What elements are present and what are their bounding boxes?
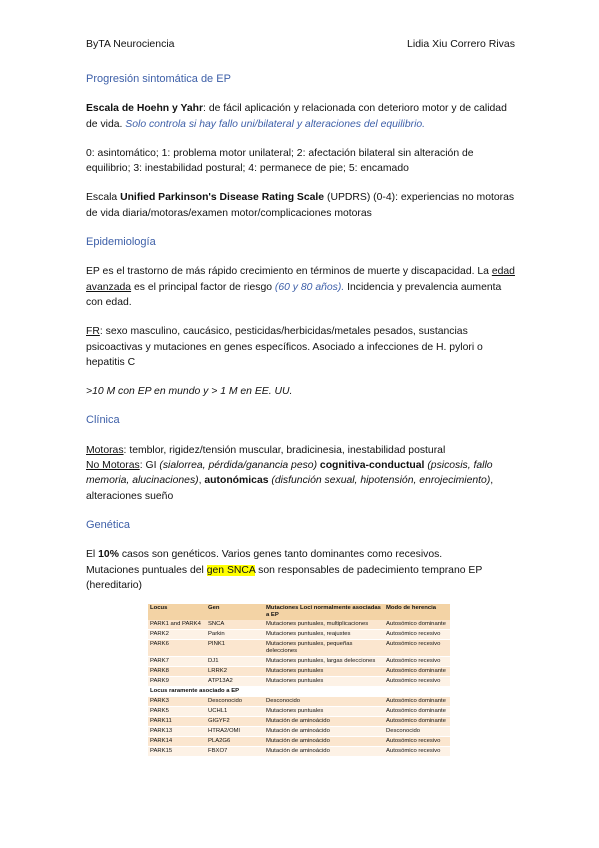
table-cell: PARK7 xyxy=(148,657,206,667)
epi-text-a: EP es el trastorno de más rápido crecimiento en términos de muerte y discapacidad. La xyxy=(86,266,492,278)
hoehn-note: Solo controla si hay fallo uni/bilateral y alteraciones del equilibrio. xyxy=(125,118,426,130)
table-row xyxy=(148,707,450,717)
section-title-genetica: Genética xyxy=(86,518,131,531)
gen-snca-highlight: gen SNCA xyxy=(206,564,256,576)
table-cell: PLA2G6 xyxy=(206,737,264,747)
table-cell: Autosómico dominante xyxy=(384,667,450,677)
table-cell: Desconocido xyxy=(384,727,450,737)
genetics-table xyxy=(148,604,450,757)
table-cell: Mutaciones puntuales xyxy=(264,667,384,677)
gen-percent: 10% xyxy=(98,549,119,561)
table-cell: GIGYF2 xyxy=(206,717,264,727)
table-cell: Autosómico dominante xyxy=(384,620,450,630)
table-cell: Autosómico recesivo xyxy=(384,737,450,747)
table-cell: Autosómico recesivo xyxy=(384,640,450,657)
gen-text-c: Mutaciones puntuales del xyxy=(86,564,207,576)
cognitiva-note: (psicosis, fallo memoria, alucinaciones) xyxy=(86,460,493,487)
age-range-note: (60 y 80 años). xyxy=(274,281,345,293)
table-cell: Mutaciones puntuales, pequeñas delecciones xyxy=(264,640,384,657)
table-row xyxy=(148,717,450,727)
table-cell: Mutación de aminoácido xyxy=(264,737,384,747)
table-cell: PARK8 xyxy=(148,667,206,677)
table-cell: PARK6 xyxy=(148,640,206,657)
table-row xyxy=(148,697,450,707)
fr-text: : sexo masculino, caucásico, pesticidas/herbicidas/metales pesados, sustancias psicoactivas y mutaciones en genes específicos. Asociado a infecciones de H. pylori o hepatitis C xyxy=(86,326,483,368)
table-cell: PINK1 xyxy=(206,640,264,657)
epidemiologia-paragraph xyxy=(86,264,516,310)
table-cell: PARK11 xyxy=(148,717,206,727)
table-cell: PARK1 and PARK4 xyxy=(148,620,206,630)
table-cell: Mutaciones puntuales xyxy=(264,677,384,687)
autonomicas-note: (disfunción sexual, hipotensión, enrojecimiento) xyxy=(268,475,491,487)
table-cell: ATP13A2 xyxy=(206,677,264,687)
table-cell: PARK2 xyxy=(148,630,206,640)
section-title-clinica: Clínica xyxy=(86,414,120,427)
gen-text-d: son responsables de padecimiento temprano EP (hereditario) xyxy=(86,564,483,591)
table-cell: PARK15 xyxy=(148,747,206,757)
motoras-text: : temblor, rigidez/tensión muscular, bradicinesia, inestabilidad postural xyxy=(123,444,446,456)
table-cell: Autosómico dominante xyxy=(384,697,450,707)
table-cell: Autosómico dominante xyxy=(384,707,450,717)
table-header-herencia: Modo de herencia xyxy=(384,604,450,620)
gen-text-b: casos son genéticos. Varios genes tanto dominantes como recesivos. xyxy=(118,549,443,561)
table-cell: Mutación de aminoácido xyxy=(264,717,384,727)
cognitiva-label: cognitiva-conductual xyxy=(317,460,425,472)
table-cell: HTRA2/OMI xyxy=(206,727,264,737)
table-cell: Mutaciones puntuales, reajustes xyxy=(264,630,384,640)
table-cell: UCHL1 xyxy=(206,707,264,717)
table-header-gen: Gen xyxy=(206,604,264,620)
updrs-label: Unified Parkinson's Disease Rating Scale xyxy=(120,192,325,204)
table-header-locus: Locus xyxy=(148,604,206,620)
updrs-text: (UPDRS) (0-4): experiencias no motoras de vida diaria/motoras/examen motor/complicaciones motoras xyxy=(86,192,515,219)
document-body xyxy=(86,72,516,607)
gi-note: (sialorrea, pérdida/ganancia peso) xyxy=(159,460,318,472)
edad-avanzada: edad avanzada xyxy=(86,266,515,293)
table-cell: Mutación de aminoácido xyxy=(264,747,384,757)
epi-text-c: Incidencia y prevalencia aumenta con edad. xyxy=(86,281,502,308)
gen-text-a: El xyxy=(86,549,99,561)
table-cell: PARK9 xyxy=(148,677,206,687)
table-cell: Parkin xyxy=(206,630,264,640)
table-cell: PARK13 xyxy=(148,727,206,737)
clinica-paragraph: Motoras: temblor, rigidez/tensión muscular, bradicinesia, inestabilidad postural No Motoras: GI (sialorrea, pérdida/ganancia peso) cognitiva-conductual (psicosis, fallo memoria, alucinaciones), autonómicas (disfunción sexual, hipotensión, enrojecimiento), alteraciones sueño xyxy=(86,444,494,502)
stat-paragraph: >10 M con EP en mundo y > 1 M en EE. UU. xyxy=(86,386,293,398)
table-row xyxy=(148,737,450,747)
table-cell: Autosómico recesivo xyxy=(384,677,450,687)
genetics-table-image xyxy=(148,604,450,757)
table-row xyxy=(148,747,450,757)
stages-paragraph: 0: asintomático; 1: problema motor unilateral; 2: afectación bilateral sin alteración de equilibrio; 3: inestabilidad postural; 4: permanece de pie; 5: encamado xyxy=(86,147,474,175)
table-cell: PARK3 xyxy=(148,697,206,707)
table-cell: PARK5 xyxy=(148,707,206,717)
table-body-rare xyxy=(148,697,450,757)
updrs-prefix: Escala xyxy=(86,192,121,204)
table-cell: FBXO7 xyxy=(206,747,264,757)
sleep-text: , alteraciones sueño xyxy=(86,475,494,502)
table-header-mutaciones: Mutaciones Loci normalmente asociadas a EP xyxy=(264,604,384,620)
section-title-epidemiologia: Epidemiología xyxy=(86,236,156,249)
gi-label: : GI xyxy=(139,460,160,472)
table-cell: Autosómico recesivo xyxy=(384,747,450,757)
header-left: ByTA Neurociencia xyxy=(86,38,175,50)
table-cell: Mutación de aminoácido xyxy=(264,727,384,737)
table-row xyxy=(148,630,450,640)
table-cell: SNCA xyxy=(206,620,264,630)
table-row xyxy=(148,727,450,737)
fr-label: FR xyxy=(86,326,100,338)
autonomicas-label: autonómicas xyxy=(204,475,269,487)
epi-text-b: es el principal factor de riesgo xyxy=(131,281,275,293)
hoehn-label: Escala de Hoehn y Yahr xyxy=(86,103,204,115)
table-cell: DJ1 xyxy=(206,657,264,667)
nomotoras-label: No Motoras xyxy=(86,460,140,472)
table-cell: Mutaciones puntuales xyxy=(264,707,384,717)
table-row xyxy=(148,657,450,667)
table-cell: Autosómico dominante xyxy=(384,717,450,727)
table-cell: Mutaciones puntuales, largas delecciones xyxy=(264,657,384,667)
table-row xyxy=(148,677,450,687)
genetica-paragraph xyxy=(86,547,516,593)
header-right: Lidia Xiu Correro Rivas xyxy=(407,38,515,50)
motoras-label: Motoras xyxy=(86,444,124,456)
table-cell: LRRK2 xyxy=(206,667,264,677)
table-body-main xyxy=(148,620,450,687)
table-section-label: Locus raramente asociado a EP xyxy=(148,687,450,697)
hoehn-text: : de fácil aplicación y relacionada con deterioro motor y de calidad de vida. xyxy=(86,103,507,130)
hoehn-paragraph xyxy=(86,101,516,132)
table-section-row xyxy=(148,687,450,697)
table-cell: Autosómico recesivo xyxy=(384,630,450,640)
table-row xyxy=(148,640,450,657)
table-cell: Desconocido xyxy=(206,697,264,707)
updrs-paragraph xyxy=(86,190,516,221)
table-cell: Mutaciones puntuales, multiplicaciones xyxy=(264,620,384,630)
table-header-row xyxy=(148,604,450,620)
risk-factors-paragraph xyxy=(86,324,516,370)
table-cell: PARK14 xyxy=(148,737,206,747)
table-row xyxy=(148,667,450,677)
table-row xyxy=(148,620,450,630)
section-title-progresion: Progresión sintomática de EP xyxy=(86,73,231,85)
table-cell: Autosómico recesivo xyxy=(384,657,450,667)
table-cell: Desconocido xyxy=(264,697,384,707)
